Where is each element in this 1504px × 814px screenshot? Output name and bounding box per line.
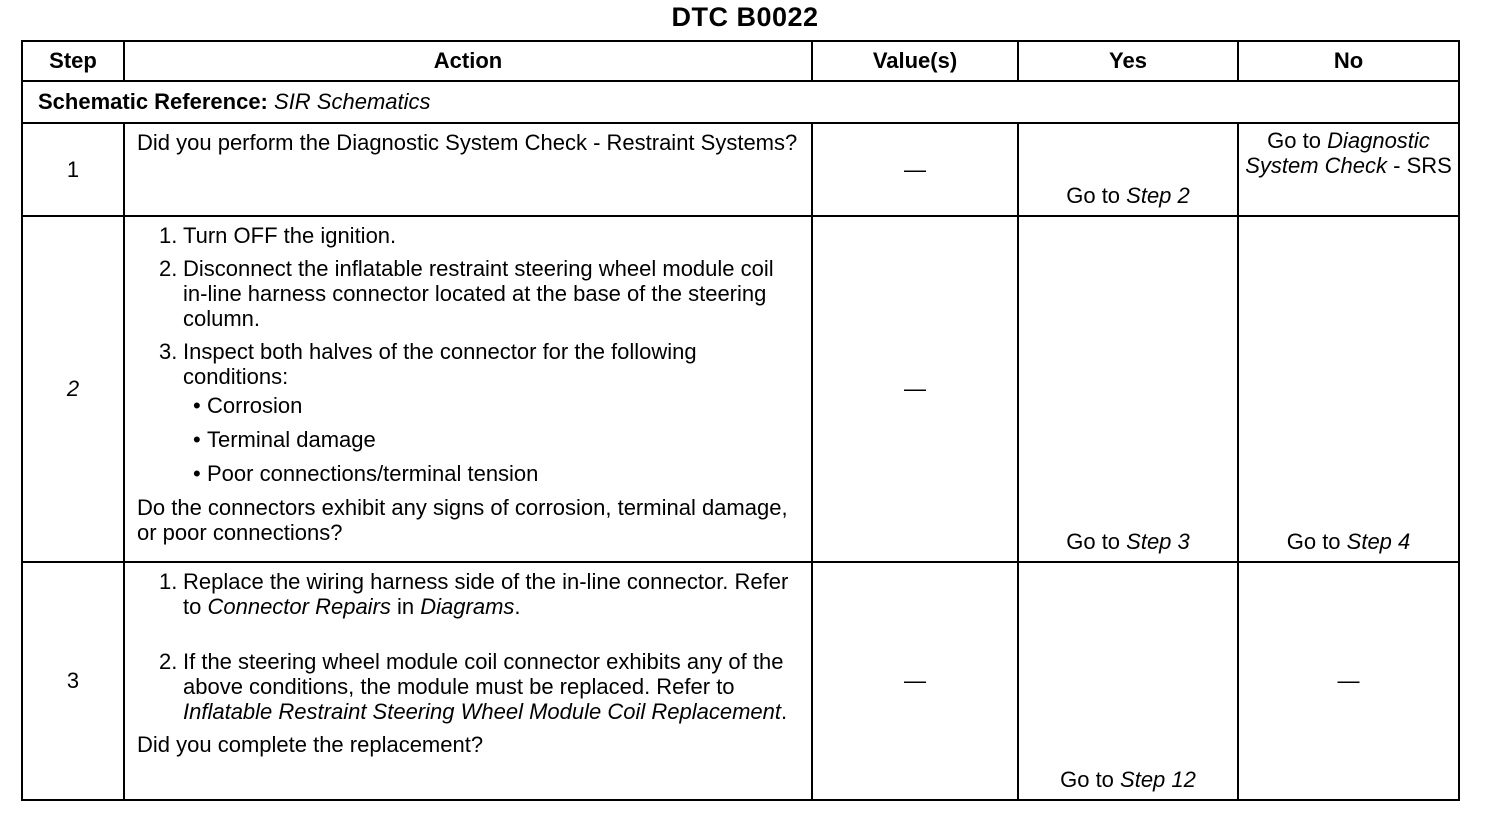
value-cell: —	[812, 562, 1018, 800]
list-item	[137, 223, 801, 248]
yes-step-link[interactable]: Step 2	[1126, 183, 1190, 208]
action-cell	[124, 562, 812, 800]
header-values: Value(s)	[812, 41, 1018, 81]
yes-cell	[1018, 216, 1238, 562]
diagrams-link[interactable]: Diagrams	[420, 594, 515, 619]
no-cell: —	[1238, 562, 1459, 800]
reference-row	[22, 81, 1459, 123]
list-item: • Corrosion	[193, 393, 303, 418]
condition-text: Corrosion	[207, 393, 303, 418]
item-number: 2.	[159, 649, 178, 674]
item-number: 1.	[159, 569, 178, 594]
dtc-table	[21, 40, 1460, 801]
step-number: 3	[22, 562, 124, 800]
reference-label: Schematic Reference:	[38, 89, 268, 114]
item-text: in	[390, 594, 421, 619]
yes-cell	[1018, 123, 1238, 216]
header-yes: Yes	[1018, 41, 1238, 81]
header-step: Step	[22, 41, 124, 81]
yes-prefix: Go to	[1066, 529, 1127, 554]
header-no: No	[1238, 41, 1459, 81]
action-cell	[124, 123, 812, 216]
table-row	[22, 562, 1459, 800]
action-cell	[124, 216, 812, 562]
item-text: Replace the wiring harness side of the in-line connector. Refer to	[183, 569, 789, 619]
yes-step-link[interactable]: Step 12	[1120, 767, 1196, 792]
yes-prefix: Go to	[1060, 767, 1121, 792]
list-item: • Terminal damage	[193, 427, 376, 452]
step-instruction-list	[137, 223, 801, 486]
item-text: .	[514, 594, 521, 619]
list-item	[137, 649, 801, 724]
table-row	[22, 123, 1459, 216]
yes-cell	[1018, 562, 1238, 800]
step-question: Do the connectors exhibit any signs of corrosion, terminal damage, or poor connections?	[137, 495, 788, 545]
connector-repairs-link[interactable]: Connector Repairs	[207, 594, 391, 619]
spacer	[137, 627, 801, 649]
no-prefix: Go to	[1267, 128, 1328, 153]
header-action: Action	[124, 41, 812, 81]
no-step-link[interactable]: Step 4	[1346, 529, 1411, 554]
value-cell: —	[812, 216, 1018, 562]
condition-text: Poor connections/terminal tension	[207, 461, 539, 486]
list-item	[137, 569, 801, 619]
step-instruction-list	[137, 569, 801, 724]
item-number: 1.	[159, 223, 178, 248]
item-text: If the steering wheel module coil connector exhibits any of the above conditions, the module must be replaced. Refer to	[183, 649, 784, 699]
step-number: 1	[22, 123, 124, 216]
condition-text: Terminal damage	[207, 427, 376, 452]
step-question: Did you perform the Diagnostic System Check - Restraint Systems?	[137, 130, 798, 155]
item-number: 3.	[159, 339, 178, 364]
coil-replacement-link[interactable]: Inflatable Restraint Steering Wheel Module Coil Replacement	[183, 699, 781, 724]
list-item	[137, 339, 801, 486]
item-text: Disconnect the inflatable restraint steering wheel module coil in-line harness connector located at the base of the steering column.	[183, 256, 774, 331]
schematic-reference	[22, 81, 1459, 123]
item-text: Inspect both halves of the connector for the following conditions:	[183, 339, 697, 389]
no-cell	[1238, 216, 1459, 562]
step-question: Did you complete the replacement?	[137, 732, 484, 757]
item-number: 2.	[159, 256, 178, 281]
step-number: 2	[22, 216, 124, 562]
page-title: DTC B0022	[671, 2, 819, 32]
item-text: Turn OFF the ignition.	[183, 223, 397, 248]
no-suffix: - SRS	[1387, 153, 1452, 178]
table-row	[22, 216, 1459, 562]
item-text: .	[780, 699, 788, 724]
yes-prefix: Go to	[1066, 183, 1127, 208]
yes-step-link[interactable]: Step 3	[1126, 529, 1190, 554]
header-row	[22, 41, 1459, 81]
no-cell	[1238, 123, 1459, 216]
no-prefix: Go to	[1286, 529, 1347, 554]
no-diagnostic-link[interactable]: Diagnostic System Check	[1245, 128, 1430, 178]
condition-list	[183, 393, 801, 486]
value-cell: —	[812, 123, 1018, 216]
reference-link[interactable]: SIR Schematics	[274, 89, 431, 114]
list-item: • Poor connections/terminal tension	[193, 461, 539, 486]
list-item	[137, 256, 801, 331]
